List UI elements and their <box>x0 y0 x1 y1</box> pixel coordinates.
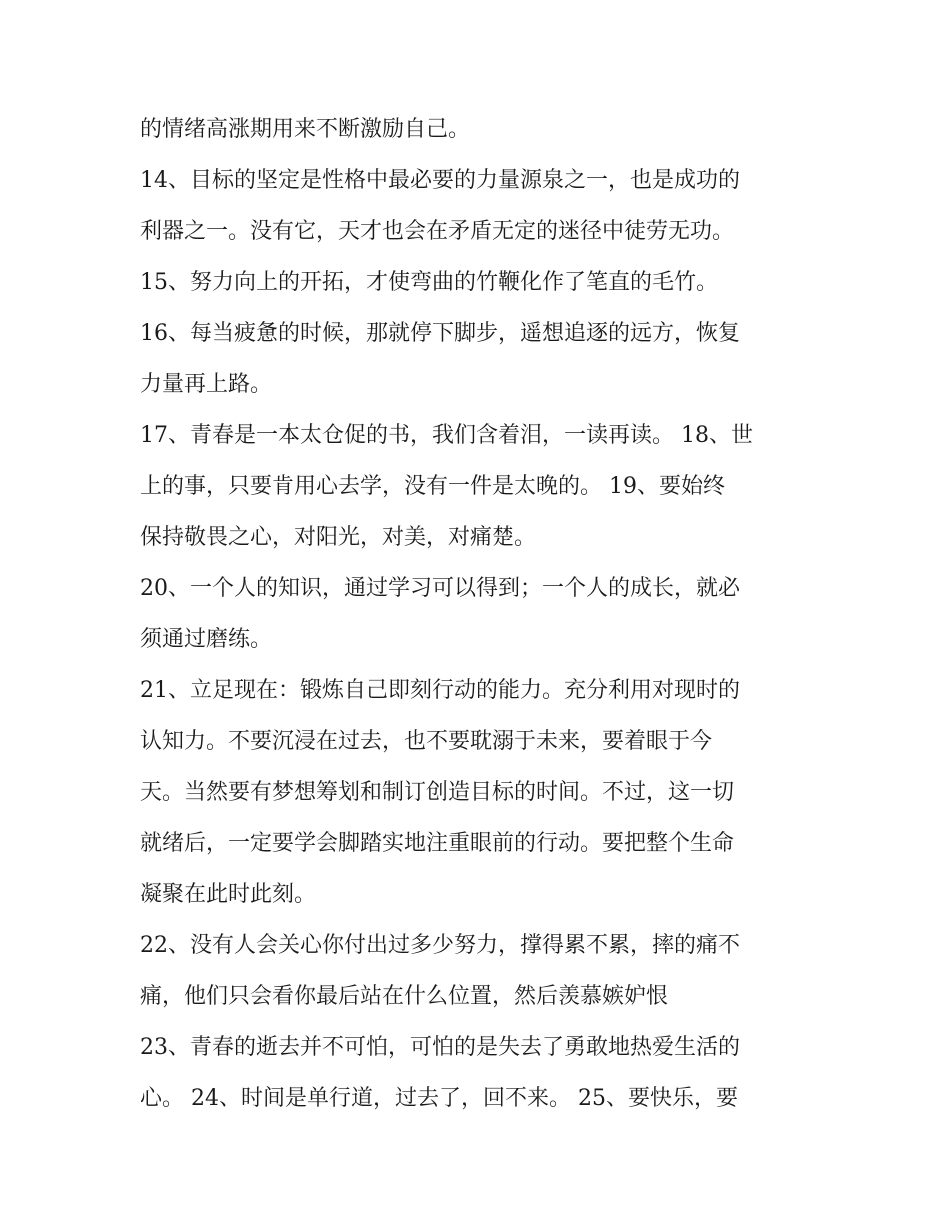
text-line: 22、没有人会关心你付出过多少努力，撑得累不累，摔的痛不 <box>140 933 740 958</box>
text-line: 就绪后，一定要学会脚踏实地注重眼前的行动。要把整个生命 <box>140 831 735 856</box>
text-line: 心。 24、时间是单行道，过去了，回不来。 25、要快乐，要 <box>140 1086 738 1111</box>
document-body <box>140 104 820 1124</box>
text-line: 的情绪高涨期用来不断激励自己。 <box>140 117 471 142</box>
text-line: 认知力。不要沉浸在过去，也不要耽溺于未来，要着眼于今 <box>140 729 713 754</box>
text-line: 力量再上路。 <box>140 372 273 397</box>
text-line: 须通过磨练。 <box>140 627 273 652</box>
text-line: 23、青春的逝去并不可怕，可怕的是失去了勇敢地热爱生活的 <box>140 1035 740 1060</box>
text-line: 上的事，只要肯用心去学，没有一件是太晚的。 19、要始终 <box>140 474 725 499</box>
text-line: 保持敬畏之心，对阳光，对美，对痛楚。 <box>140 525 537 550</box>
text-line: 凝聚在此时此刻。 <box>140 882 317 907</box>
text-line: 17、青春是一本太仓促的书，我们含着泪，一读再读。 18、世 <box>140 423 753 448</box>
text-line: 天。当然要有梦想筹划和制订创造目标的时间。不过，这一切 <box>140 780 735 805</box>
text-line: 利器之一。没有它，天才也会在矛盾无定的迷径中徒劳无功。 <box>140 219 735 244</box>
text-line: 20、一个人的知识，通过学习可以得到；一个人的成长，就必 <box>140 576 740 601</box>
text-line: 15、努力向上的开拓，才使弯曲的竹鞭化作了笔直的毛竹。 <box>140 270 718 295</box>
text-line: 14、目标的坚定是性格中最必要的力量源泉之一，也是成功的 <box>140 168 740 193</box>
text-line: 21、立足现在：锻炼自己即刻行动的能力。充分利用对现时的 <box>140 678 740 703</box>
text-line: 痛，他们只会看你最后站在什么位置，然后羡慕嫉妒恨 <box>140 984 669 1009</box>
text-line: 16、每当疲惫的时候，那就停下脚步，遥想追逐的远方，恢复 <box>140 321 740 346</box>
